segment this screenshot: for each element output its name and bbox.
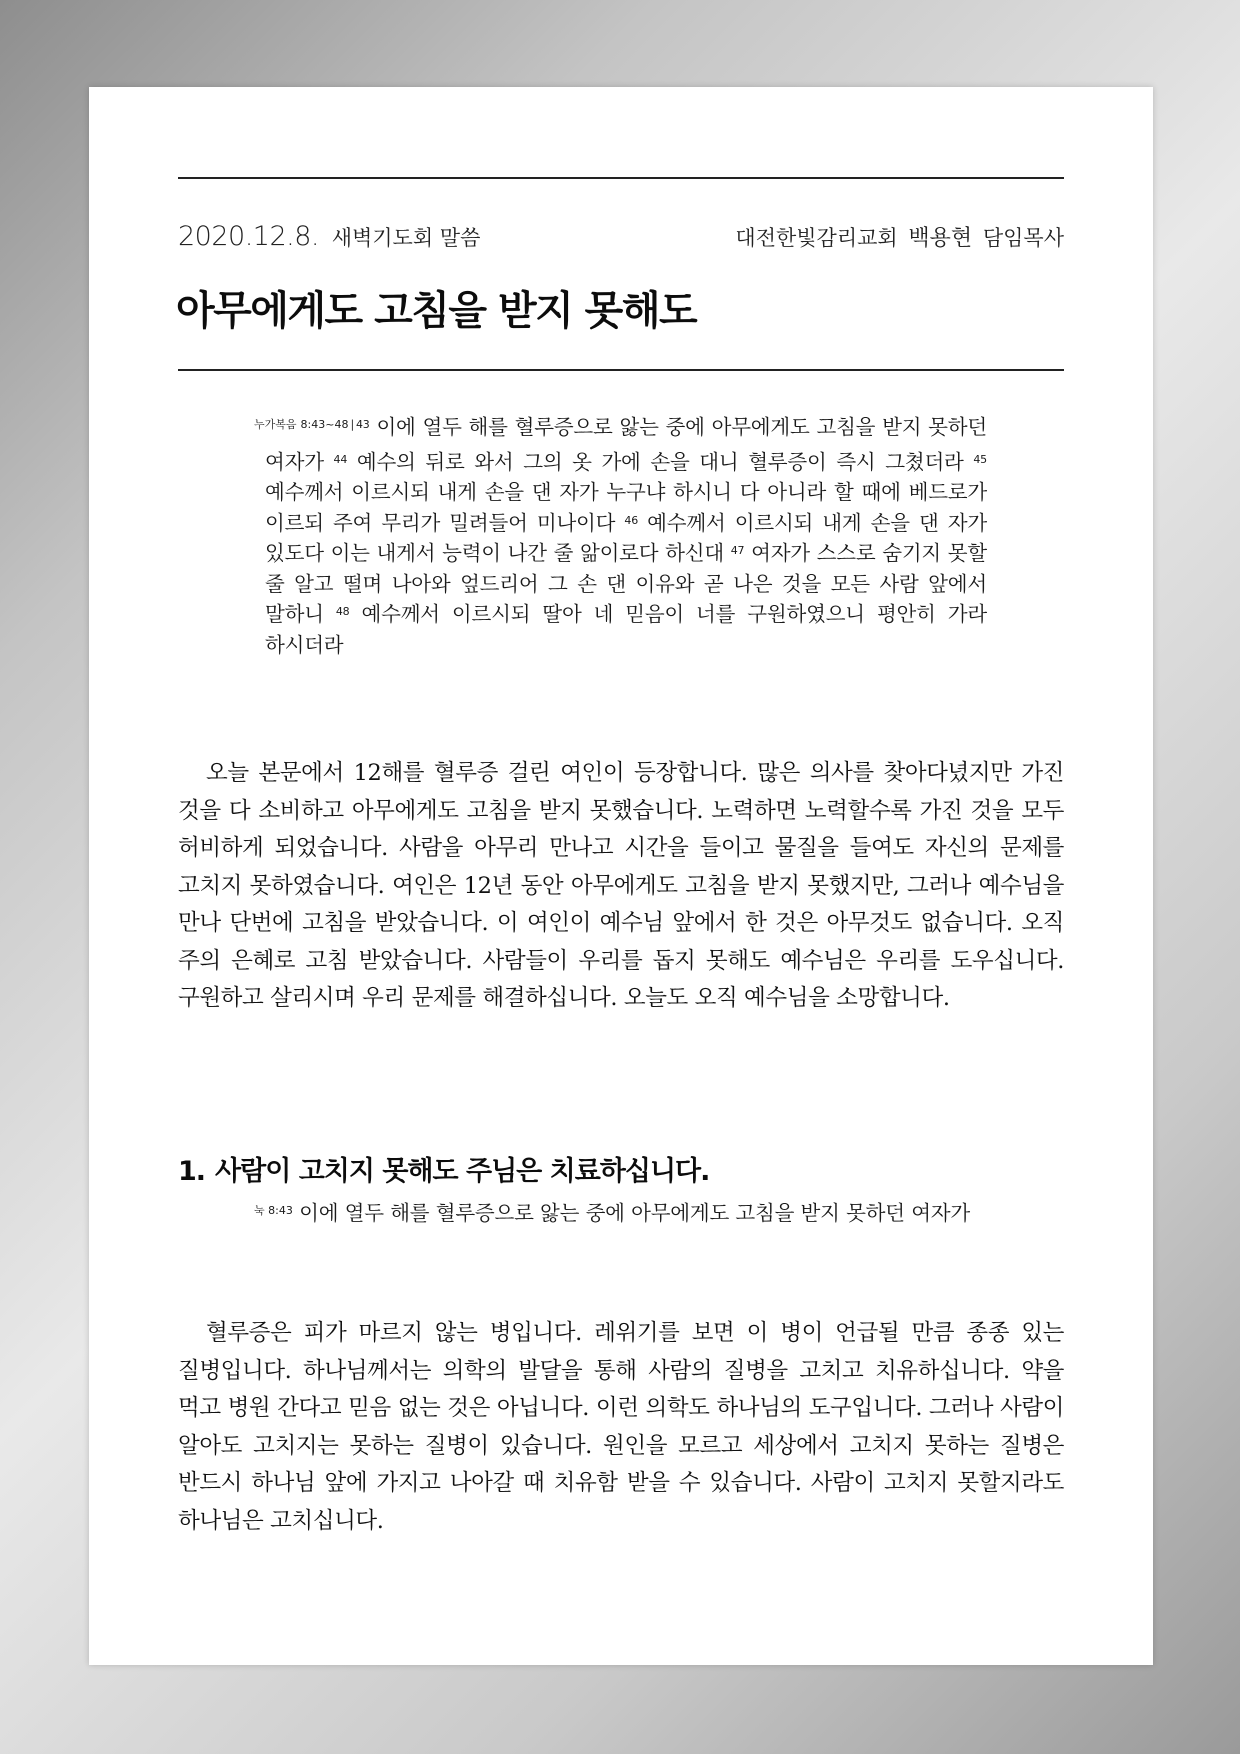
pastor-title: 담임목사 bbox=[982, 226, 1064, 250]
scripture-separator: | bbox=[350, 418, 354, 431]
church-name: 대전한빛감리교회 bbox=[735, 226, 898, 250]
main-scripture bbox=[254, 412, 987, 660]
verse-text: 예수의 뒤로 와서 그의 옷 가에 손을 대니 혈루증이 즉시 그쳤더라 bbox=[356, 449, 964, 474]
verse-text: 예수께서 이르시되 내게 손을 댄 자가 누구냐 하시니 다 아니라 할 때에 베드로가 이르되 주여 무리가 밀려들어 미나이다 bbox=[265, 480, 987, 535]
intro-paragraph: 오늘 본문에서 12해를 혈루증 걸린 여인이 등장합니다. 많은 의사를 찾아다녔지만 가진 것을 다 소비하고 아무에게도 고침을 받지 못했습니다. 노력하면 노력할수록 가진 것을 모두 허비하게 되었습니다. 사람을 아무리 만나고 시간을 들이고 물질을 들여도 자신의 문제를 고치지 못하였습니다. 여인은 12년 동안 아무에게도 고침을 받지 못했지만, 그러나 예수님을 만나 단번에 고침을 받았습니다. 이 여인이 예수님 앞에서 한 것은 아무것도 없습니다. 오직 주의 은혜로 고침 받았습니다. 사람들이 우리를 돕지 못해도 예수님은 우리를 도우십니다. 구원하고 살리시며 우리 문제를 해결하십니다. 오늘도 오직 예수님을 소망합니다. bbox=[178, 760, 1064, 1011]
preacher-line bbox=[735, 221, 1064, 252]
sermon-date: 2020.12.8. bbox=[178, 221, 319, 252]
section-1-paragraph: 혈루증은 피가 마르지 않는 병입니다. 레위기를 보면 이 병이 언급될 만큼 종종 있는 질병입니다. 하나님께서는 의학의 발달을 통해 사람의 질병을 고치고 치유하십니다. 약을 먹고 병원 간다고 믿음 없는 것은 아닙니다. 이런 의학도 하나님의 도구입니다. 그러나 사람이 알아도 고치지는 못하는 질병이 있습니다. 원인을 모르고 세상에서 고치지 못하는 질병은 반드시 하나님 앞에 가지고 나아갈 때 치유함 받을 수 있습니다. 사람이 고치지 못할지라도 하나님은 고치십니다. bbox=[178, 1320, 1064, 1534]
scripture-reference: 눅 8:43 bbox=[254, 1204, 293, 1217]
verse-text: 여자가 스스로 숨기지 못할 줄 알고 떨며 나아와 엎드리어 그 손 댄 이유와 곧 나은 것을 모든 사람 앞에서 말하니 bbox=[265, 541, 987, 626]
document-page bbox=[89, 87, 1153, 1665]
verse-number: 48 bbox=[335, 605, 350, 618]
verse-text: 이에 열두 해를 혈루증으로 앓는 중에 아무에게도 고침을 받지 못하던 여자가 bbox=[265, 415, 987, 474]
verse-text: 예수께서 이르시되 내게 손을 댄 자가 있도다 이는 내게서 능력이 나간 줄 앎이로다 하신대 bbox=[265, 510, 987, 565]
verse-number: 46 bbox=[624, 513, 639, 527]
verse-number: 44 bbox=[333, 452, 348, 466]
service-name: 새벽기도회 말씀 bbox=[331, 226, 481, 250]
section-1-heading bbox=[178, 1149, 709, 1188]
sermon-date-line bbox=[178, 221, 480, 252]
scripture-reference: 누가복음 8:43~48 bbox=[254, 418, 349, 431]
header-top-rule bbox=[178, 177, 1064, 179]
verse-number: 45 bbox=[973, 452, 987, 466]
sermon-title: 아무에게도 고침을 받지 못해도 bbox=[176, 288, 697, 334]
header-bottom-rule bbox=[178, 369, 1064, 371]
section-heading-text: 사람이 고치지 못해도 주님은 치료하십니다. bbox=[215, 1156, 710, 1187]
section-1-scripture bbox=[254, 1198, 987, 1233]
verse-number: 47 bbox=[730, 544, 745, 557]
verse-number: 43 bbox=[355, 418, 370, 431]
verse-text: 예수께서 이르시되 딸아 네 믿음이 너를 구원하였으니 평안히 가라 하시더라 bbox=[265, 602, 987, 657]
verse-text: 이에 열두 해를 혈루증으로 앓는 중에 아무에게도 고침을 받지 못하던 여자가 bbox=[299, 1201, 971, 1225]
section-number: 1. bbox=[178, 1156, 206, 1187]
pastor-name: 백용현 bbox=[908, 226, 973, 251]
